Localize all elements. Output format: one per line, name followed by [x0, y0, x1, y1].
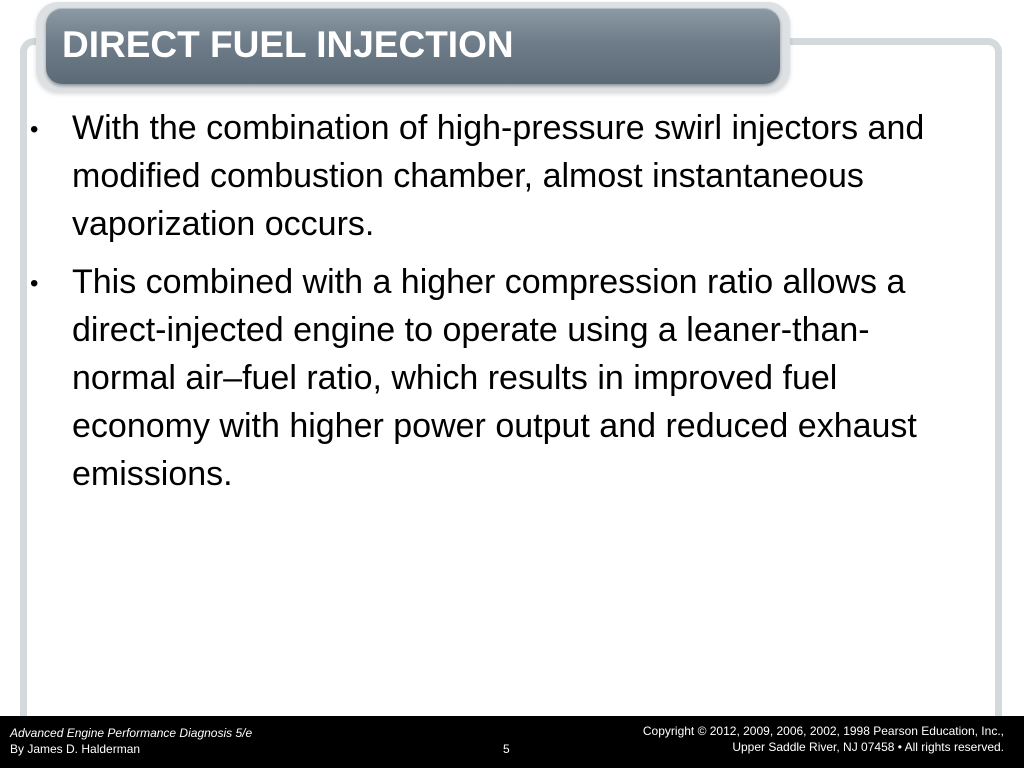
bullet-item — [30, 104, 970, 248]
page-number: 5 — [503, 742, 510, 756]
copyright-line-2: Upper Saddle River, NJ 07458 • All rights reserved. — [732, 740, 1004, 754]
bullet-text: With the combination of high-pressure swirl injectors and modified combustion chamber, almost instantaneous vaporization occurs. — [72, 109, 925, 243]
slide-content — [30, 104, 970, 508]
copyright-line-1: Copyright © 2012, 2009, 2006, 2002, 1998 Pearson Education, Inc., — [642, 724, 1004, 738]
bullet-text: This combined with a higher compression ratio allows a direct-injected engine to operate using a leaner-than-normal air–fuel ratio, which results in improved fuel economy with higher power output and reduced exhaust emissions. — [72, 263, 917, 493]
slide-title: DIRECT FUEL INJECTION — [62, 24, 514, 65]
footer-book-info — [10, 725, 252, 757]
slide-footer — [0, 716, 1024, 768]
copyright-notice — [643, 723, 1004, 755]
book-author: By James D. Halderman — [10, 742, 141, 756]
bullet-item — [30, 258, 970, 498]
book-title: Advanced Engine Performance Diagnosis 5/e — [10, 726, 253, 740]
bullet-marker: • — [30, 270, 39, 297]
bullet-marker: • — [30, 116, 39, 143]
